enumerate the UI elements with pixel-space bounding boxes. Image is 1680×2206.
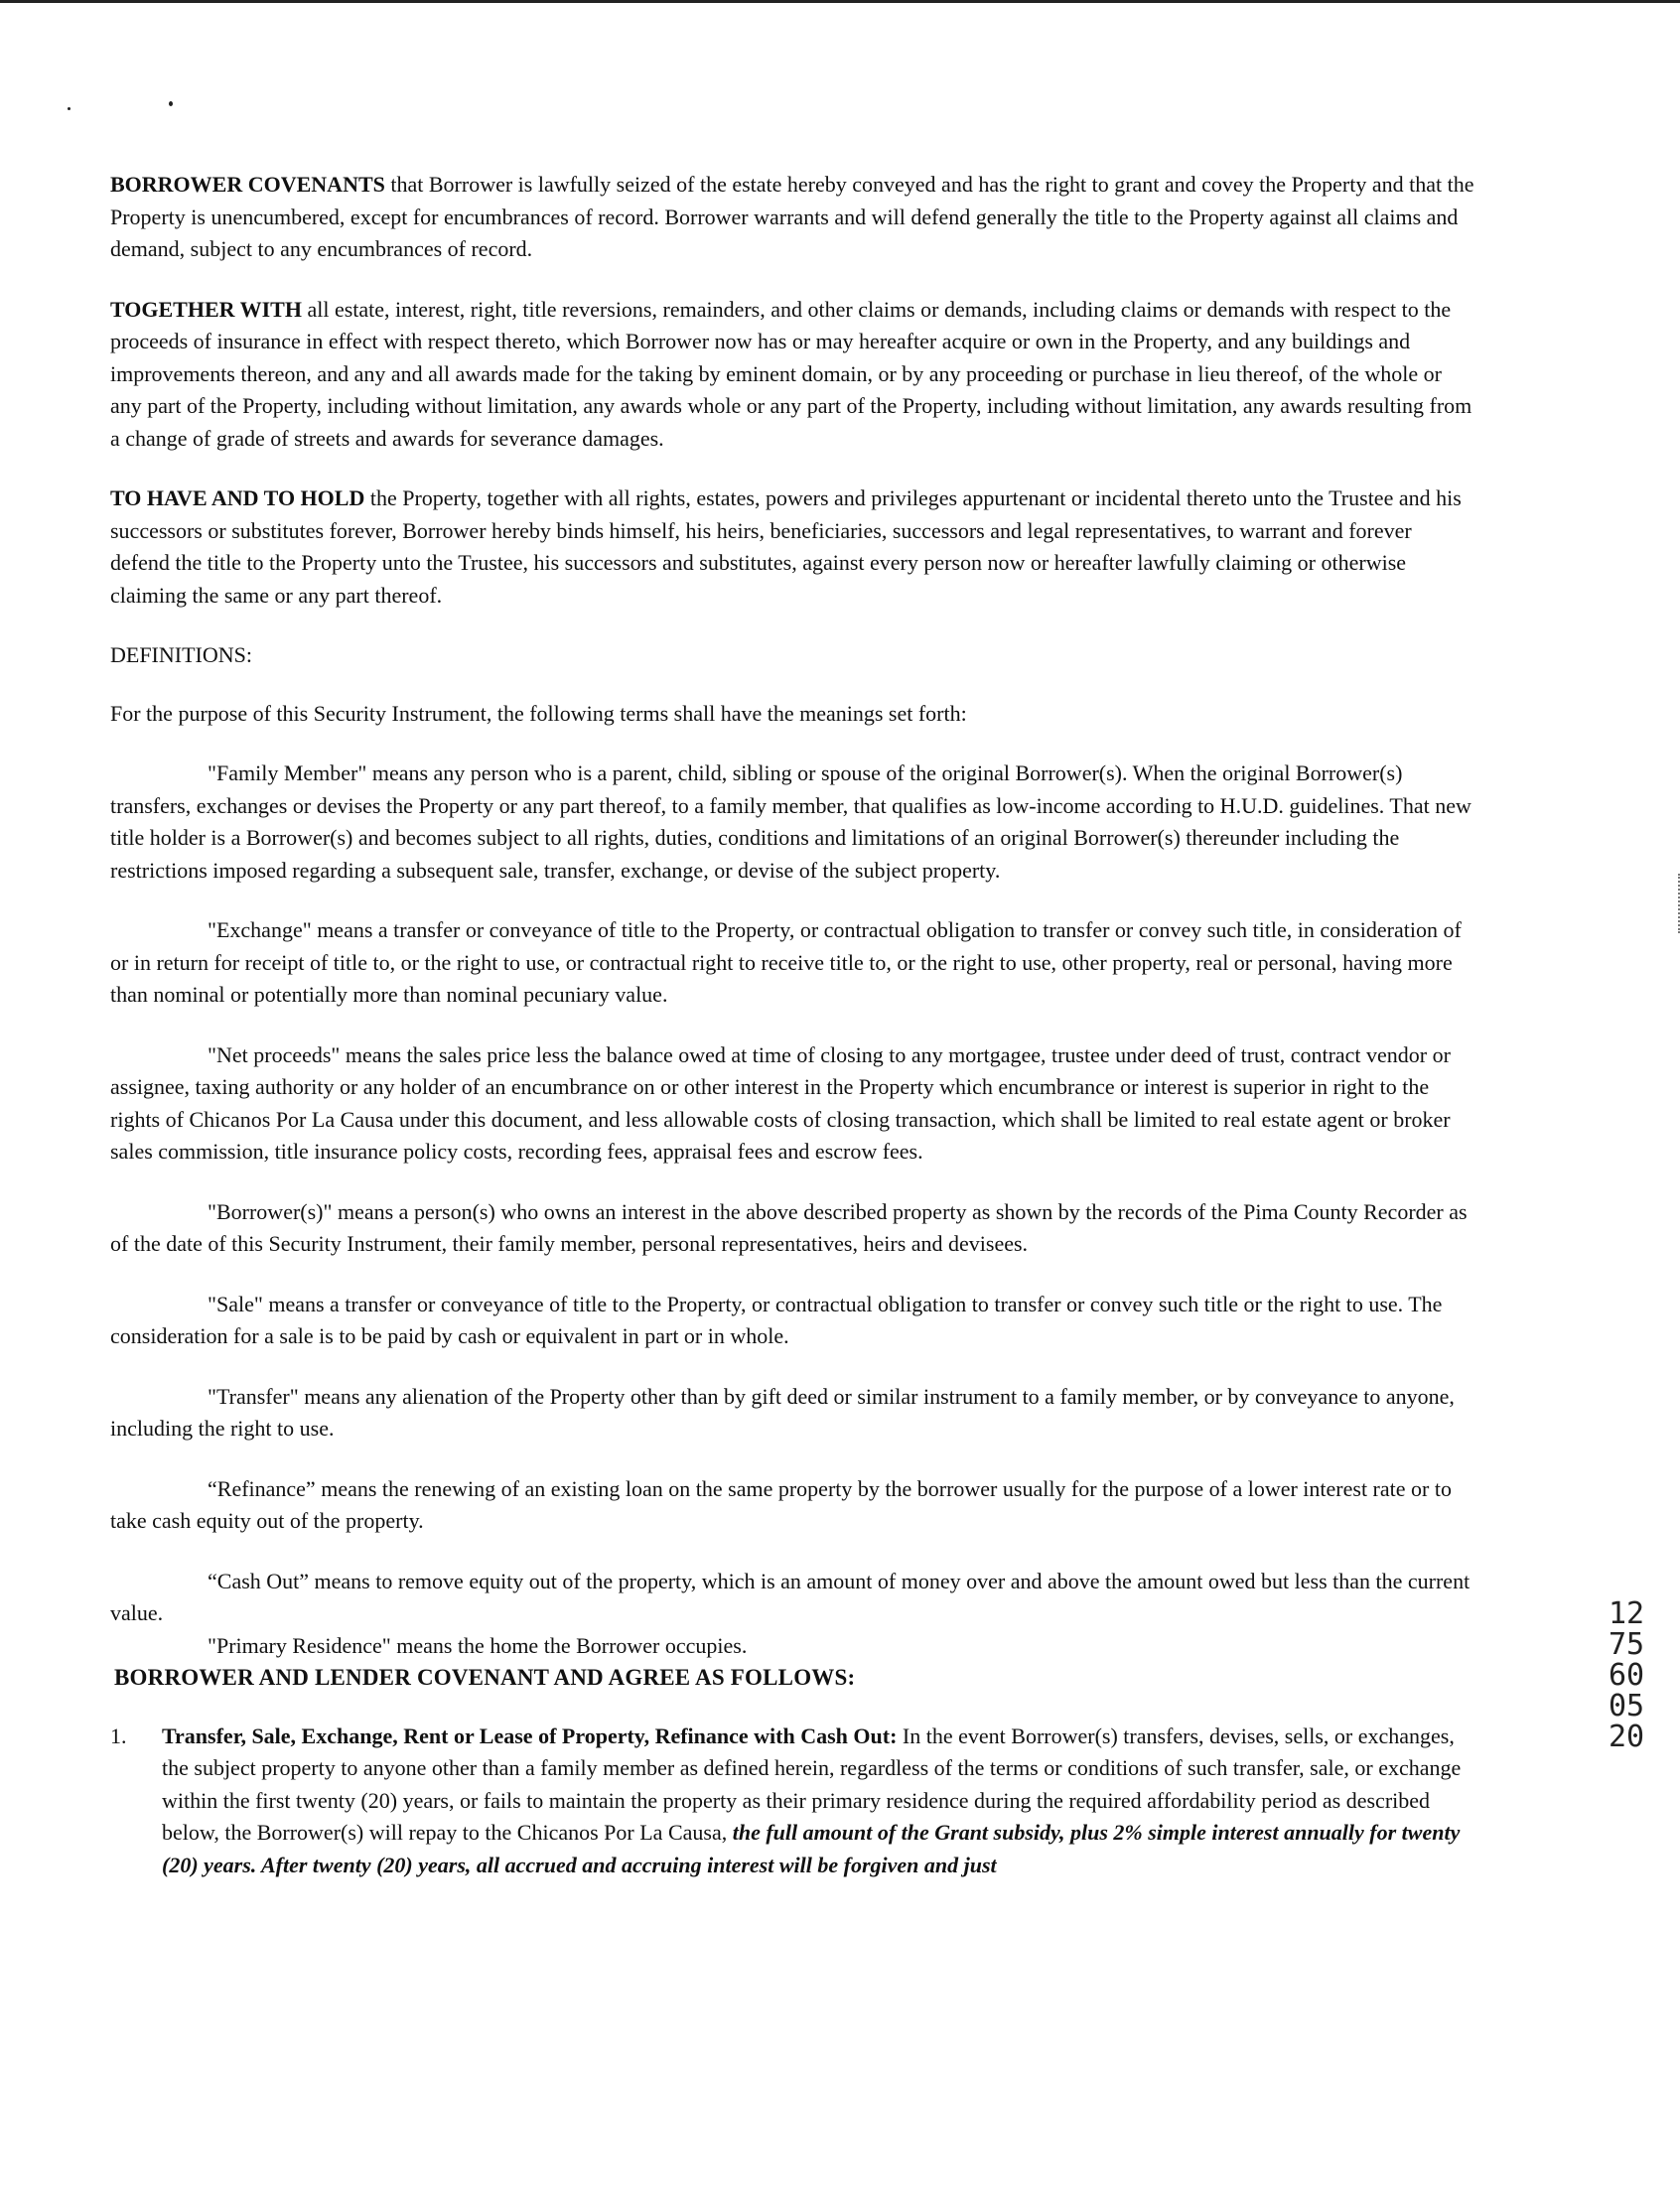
borrower-covenants-lead: BORROWER COVENANTS <box>110 172 385 197</box>
definition-primary-residence: "Primary Residence" means the home the Borrower occupies. <box>208 1632 748 1658</box>
document-body <box>110 169 1475 1881</box>
item-body <box>162 1721 1475 1882</box>
definition-borrowers: "Borrower(s)" means a person(s) who owns an interest in the above described property as shown by the records of the Pima County Recorder as of the date of this Security Instrument, their family member, personal representatives, heirs and devisees. <box>110 1198 1468 1256</box>
scan-speck <box>68 107 70 110</box>
covenant-item-1 <box>110 1721 1475 1882</box>
together-with-lead: TOGETHER WITH <box>110 296 302 322</box>
borrower-covenants-paragraph <box>110 169 1475 266</box>
scan-edge-marks <box>1676 874 1680 933</box>
definition-cash-out: “Cash Out” means to remove equity out of the property, which is an amount of money over and above the amount owed but less than the current value. <box>110 1568 1470 1625</box>
together-with-text: all estate, interest, right, title reversions, remainders, and other claims or demands, including claims or demands with respect to the proceeds of insurance in effect with respect thereto, which Borrower now has or may hereafter acquire or own in the Property, and any buildings and improvements thereon, and any and all awards made for the taking by eminent domain, or by any proceeding or purchase in lieu thereof, of the whole or any part of the Property, including without limitation, any awards whole or any part of the Property, including without limitation, any awards resulting from a change of grade of streets and awards for severance damages. <box>110 296 1472 451</box>
item-number: 1. <box>110 1723 127 1748</box>
borrower-covenants-text: that Borrower is lawfully seized of the estate hereby conveyed and has the right to grant and covey the Property and that the Property is unencumbered, except for encumbrances of record. Borrower warrants and will defend generally the title to the Property against all claims and demand, subject to any encumbrances of record. <box>110 172 1474 261</box>
definition-transfer: "Transfer" means any alienation of the Property other than by gift deed or similar instrument to a family member, or by conveyance to anyone, including the right to use. <box>110 1383 1455 1441</box>
definition-exchange: "Exchange" means a transfer or conveyance of title to the Property, or contractual obligation to transfer or convey such title, in consideration of or in return for receipt of title to, or the right to use, or contractual right to receive title to, or the right to use, other property, real or personal, having more than nominal or potentially more than nominal pecuniary value. <box>110 917 1462 1007</box>
item-text: In the event Borrower(s) transfers, devises, sells, or exchanges, the subject property to anyone other than a family member as defined herein, regardless of the terms or conditions of such transfer, sale, or exchange within the first twenty (20) years, or fails to maintain the property as their primary residence during the required affordability period as described below, the Borrower(s) will repay to the Chicanos Por La Causa, <box>162 1723 1462 1845</box>
definition-sale: "Sale" means a transfer or conveyance of title to the Property, or contractual obligation to transfer or convey such title or the right to use. The consideration for a sale is to be paid by cash or equivalent in part or in whole. <box>110 1291 1443 1348</box>
definition-family-member: "Family Member" means any person who is a parent, child, sibling or spouse of the original Borrower(s). When the original Borrower(s) transfers, exchanges or devises the Property or any part thereof, to a family member, that qualifies as low-income according to H.U.D. guidelines. That new title holder is a Borrower(s) and becomes subject to all rights, duties, conditions and limitations of an original Borrower(s) thereunder including the restrictions imposed regarding a subsequent sale, transfer, exchange, or devise of the subject property. <box>110 760 1471 883</box>
item-title: Transfer, Sale, Exchange, Rent or Lease of Property, Refinance with Cash Out: <box>162 1723 898 1748</box>
definitions-heading: DEFINITIONS: <box>110 642 252 667</box>
definitions-intro: For the purpose of this Security Instrument, the following terms shall have the meanings set forth: <box>110 700 967 726</box>
recording-number-stamp: 1275600520 <box>1608 1596 1645 1754</box>
to-have-and-to-hold-text: the Property, together with all rights, estates, powers and privileges appurtenant or incidental thereto unto the Trustee and his successors or substitutes forever, Borrower hereby binds himself, his heirs, beneficiaries, successors and legal representatives, to warrant and forever defend the title to the Property unto the Trustee, his successors and substitutes, against every person now or hereafter lawfully claiming or otherwise claiming the same or any part thereof. <box>110 485 1462 608</box>
covenant-heading: BORROWER AND LENDER COVENANT AND AGREE AS FOLLOWS: <box>114 1665 856 1690</box>
definition-net-proceeds: "Net proceeds" means the sales price less the balance owed at time of closing to any mortgagee, trustee under deed of trust, contract vendor or assignee, taxing authority or any holder of an encumbrance on or other interest in the Property which encumbrance or interest is superior in right to the rights of Chicanos Por La Causa under this document, and less allowable costs of closing transaction, which shall be limited to real estate agent or broker sales commission, title insurance policy costs, recording fees, appraisal fees and escrow fees. <box>110 1041 1451 1164</box>
scan-top-edge <box>0 0 1680 3</box>
scan-speck <box>169 101 173 106</box>
definition-refinance: “Refinance” means the renewing of an existing loan on the same property by the borrower usually for the purpose of a lower interest rate or to take cash equity out of the property. <box>110 1475 1452 1533</box>
to-have-and-to-hold-lead: TO HAVE AND TO HOLD <box>110 485 365 510</box>
to-have-and-to-hold-paragraph <box>110 483 1475 612</box>
item-emphasis: the full amount of the Grant subsidy, plus 2% simple interest annually for twenty (20) years. After twenty (20) years, all accrued and accruing interest will be forgiven and just <box>162 1820 1461 1877</box>
together-with-paragraph <box>110 294 1475 456</box>
